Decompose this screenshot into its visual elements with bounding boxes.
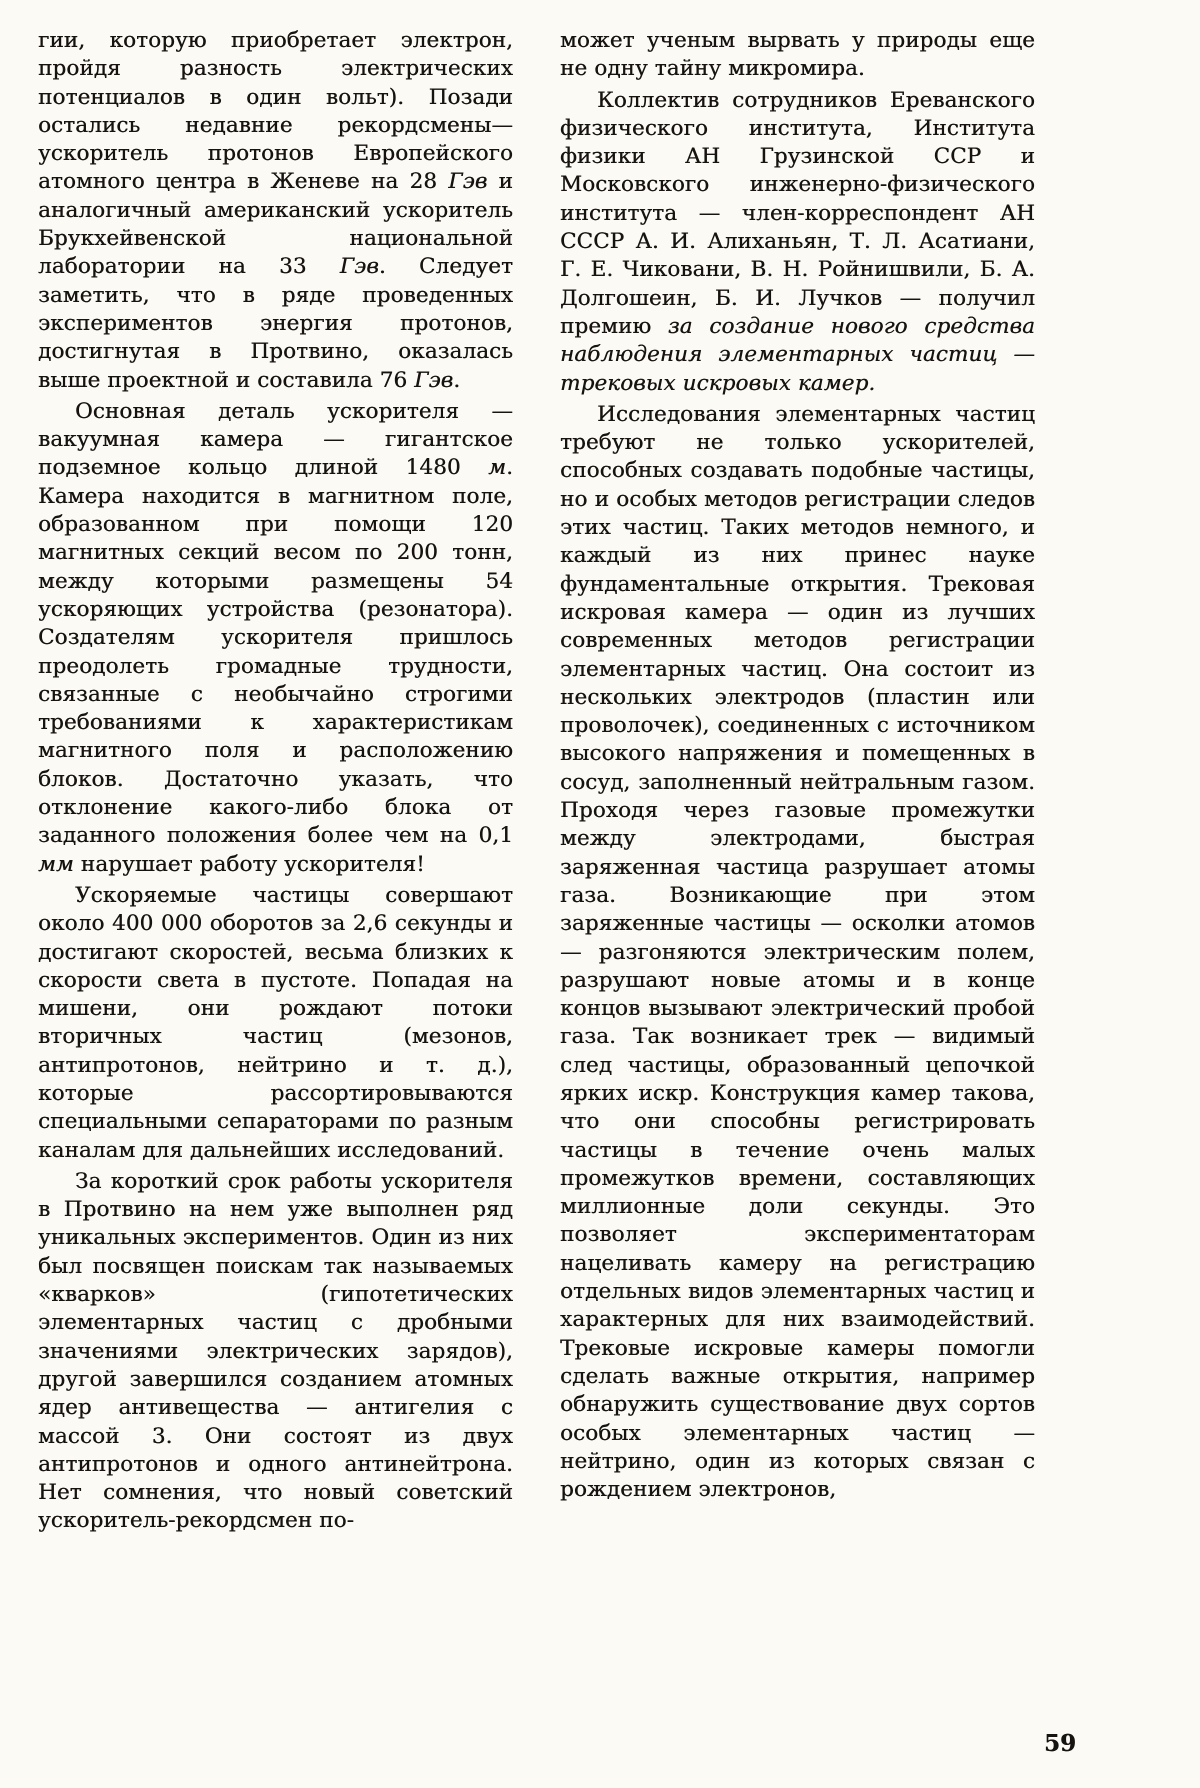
page-number: 59 [1044,1730,1077,1757]
italic-text: Гэв [339,254,379,280]
paragraph [560,401,1035,1505]
body-text: . Камера находится в магнитном поле, образованном при помощи 120 магнитных секций весом по 200 тонн, между которыми размещены 54 ускоряющих устройства (резонатора). Создателям ускорителя пришлось преодолеть громадные трудности, связанные с необычайно строгими требованиями к характеристикам магнитного поля и расположению блоков. Достаточно указать, что отклонение какого-либо блока от заданного положения более чем на 0,1 [38,455,513,849]
italic-text: м [488,455,507,481]
body-text: . [453,367,461,393]
body-text: нарушает работу ускорителя! [73,851,425,877]
body-text: За короткий срок работы ускорителя в Протвино на нем уже выполнен ряд уникальных экспериментов. Один из них был посвящен поискам так называемых «кварков» (гипотетических элементарных частиц с дробными значениями электрических зарядов), другой завершился созданием атомных ядер антивещества — антигелия с массой 3. Они состоят из двух антипротонов и одного антинейтрона. Нет сомнения, что новый советский ускоритель-рекордсмен по- [38,1168,513,1534]
paragraph [38,882,513,1165]
body-text: гии, которую приобретает электрон, пройдя разность электрических потенциалов в один вольт). Позади остались недавние рекордсмены—ускоритель протонов Европейского атомного центра в Женеве на 28 [38,28,513,195]
italic-text: Гэв [448,169,488,195]
italic-text: мм [38,851,74,877]
body-text: Основная деталь ускорителя — вакуумная камера — гигантское подземное кольцо длиной 1480 [38,398,513,481]
column-left [38,27,513,1536]
body-text: Коллектив сотрудников Ереванского физического института, Института физики АН Грузинской ССР и Московского инженерно-физического института — член-корреспондент АН СССР А. И. Алиханьян, Т. Л. Асатиани, Г. Е. Чиковани, В. Н. Ройнишвили, Б. А. Долгошеин, Б. И. Лучков — получил премию [560,87,1035,339]
italic-text: за создание нового средства наблюдения элементарных частиц — трековых искровых камер. [560,313,1035,396]
italic-text: Гэв [414,367,454,393]
paragraph [38,1168,513,1536]
body-text: и аналогичный американский ускоритель Брукхейвенской национальной лаборатории на 33 [38,169,513,280]
paragraph [38,398,513,879]
paragraph [560,87,1035,398]
body-text: Ускоряемые частицы совершают около 400 000 оборотов за 2,6 секунды и достигают скоростей, весьма близких к скорости света в пустоте. Попадая на мишени, они рождают потоки вторичных частиц (мезонов, антипротонов, нейтрино и т. д.), которые рассортировываются специальными сепараторами по разным каналам для дальнейших исследований. [38,882,513,1163]
body-text: может ученым вырвать у природы еще не одну тайну микромира. [560,28,1035,82]
paragraph [38,27,513,395]
body-text: Исследования элементарных частиц требуют не только ускорителей, способных создавать подобные частицы, но и особых методов регистрации следов этих частиц. Таких методов немного, и каждый из них принес науке фундаментальные открытия. Трековая искровая камера — один из лучших современных методов регистрации элементарных частиц. Она состоит из нескольких электродов (пластин или проволочек), соединенных с источником высокого напряжения и помещенных в сосуд, заполненный нейтральным газом. Проходя через газовые промежутки между электродами, быстрая заряженная частица разрушает атомы газа. Возникающие при этом заряженные частицы — осколки атомов — разгоняются электрическим полем, разрушают новые атомы и в конце концов вызывают электрический пробой газа. Так возникает трек — видимый след частицы, образованный цепочкой ярких искр. Конструкция камер такова, что они способны регистрировать частицы в течение очень малых промежутков времени, составляющих миллионные доли секунды. Это позволяет экспериментаторам нацеливать камеру на регистрацию отдельных видов элементарных частиц и характерных для них взаимодействий. Трековые искровые камеры помогли сделать важные открытия, например обнаружить существование двух сортов особых элементарных частиц — нейтрино, один из которых связан с рождением электронов, [560,401,1035,1503]
body-text: . Следует заметить, что в ряде проведенных экспериментов энергия протонов, достигнутая в Протвино, оказалась выше проектной и составила 76 [38,254,513,393]
paragraph [560,27,1035,84]
text-columns [38,27,1200,1536]
column-right [560,27,1035,1536]
